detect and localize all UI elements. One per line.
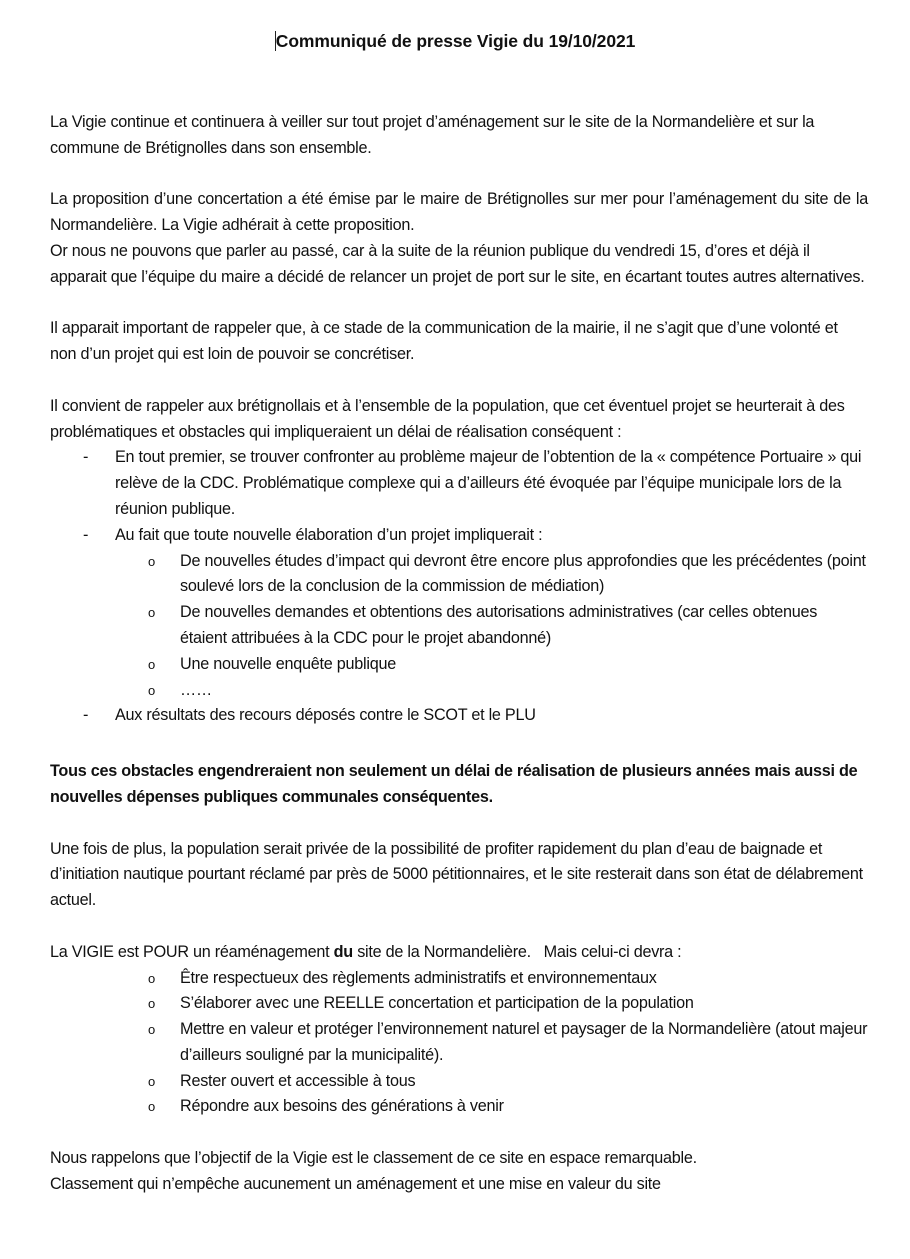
list-item: o De nouvelles études d’impact qui devront être encore plus approfondies que les précédentes (point soulevé lors de la conclusion de la commission de médiation): [115, 549, 868, 601]
list-item: o ……: [115, 678, 868, 704]
dash-bullet-icon: -: [83, 525, 89, 544]
list-item: o Être respectueux des règlements administratifs et environnementaux: [50, 966, 868, 992]
list-item: o Une nouvelle enquête publique: [115, 652, 868, 678]
circle-bullet-icon: o: [148, 996, 155, 1012]
list-item: - En tout premier, se trouver confronter au problème majeur de l’obtention de la « compétence Portuaire » qui relève de la CDC. Problématique complexe qui a d’ailleurs été évoquée par l’équipe municipale lors de la réunion publique.: [50, 445, 868, 522]
paragraph-population: Une fois de plus, la population serait privée de la possibilité de profiter rapidement du plan d’eau de baignade et d’initiation nautique pourtant réclamé par près de 5000 pétitionnaires, et le site resterait dans son état de délabrement actuel.: [50, 839, 863, 910]
paragraph-intro: La Vigie continue et continuera à veiller sur tout projet d’aménagement sur le site de la Normandelière et sur la commune de Brétignolles dans son ensemble.: [50, 113, 815, 157]
paragraph-vigie-position: La VIGIE est POUR un réaménagement du site de la Normandelière. Mais celui-ci devra :: [50, 942, 682, 961]
paragraph-bold-conclusion: Tous ces obstacles engendreraient non seulement un délai de réalisation de plusieurs années mais aussi de nouvelles dépenses publiques communales conséquentes.: [50, 762, 858, 806]
project-implications-list: [115, 549, 868, 704]
document-title: Communiqué de presse Vigie du 19/10/2021: [275, 31, 636, 51]
paragraph-past-tense: Or nous ne pouvons que parler au passé, car à la suite de la réunion publique du vendredi 15, d’ores et déjà il apparait que l’équipe du maire a décidé de relancer un projet de port sur le site, en écartant toutes autres alternatives.: [50, 241, 865, 286]
obstacles-list: [50, 445, 868, 729]
circle-bullet-icon: o: [148, 553, 155, 569]
circle-bullet-icon: o: [148, 682, 155, 698]
paragraph-objective-line2: Classement qui n’empêche aucunement un aménagement et une mise en valeur du site: [50, 1174, 661, 1193]
list-item: o S’élaborer avec une REELLE concertation et participation de la population: [50, 991, 868, 1017]
paragraph-objective-line1: Nous rappelons que l’objectif de la Vigie est le classement de ce site en espace remarquable.: [50, 1149, 697, 1168]
dash-bullet-icon: -: [83, 448, 89, 467]
circle-bullet-icon: o: [148, 656, 155, 672]
circle-bullet-icon: o: [148, 1073, 155, 1089]
circle-bullet-icon: o: [148, 1022, 155, 1038]
paragraph-reminder: Il apparait important de rappeler que, à ce stade de la communication de la mairie, il ne s’agit que d’une volonté et non d’un projet qui est loin de pouvoir se concrétiser.: [50, 319, 838, 364]
requirements-list: [50, 966, 868, 1121]
document-body: [50, 110, 868, 1198]
circle-bullet-icon: o: [148, 605, 155, 621]
list-item: o Mettre en valeur et protéger l’environnement naturel et paysager de la Normandelière (atout majeur d’ailleurs souligné par la municipalité).: [50, 1017, 868, 1069]
list-item: o Rester ouvert et accessible à tous: [50, 1069, 868, 1095]
paragraph-concertation: La proposition d’une concertation a été émise par le maire de Brétignolles sur mer pour l’aménagement du site de la Normandelière. La Vigie adhérait à cette proposition.: [50, 190, 868, 235]
list-item: - Aux résultats des recours déposés contre le SCOT et le PLU: [50, 703, 868, 729]
list-item: o De nouvelles demandes et obtentions des autorisations administratives (car celles obtenues étaient attribuées à la CDC pour le projet abandonné): [115, 600, 868, 652]
list-item: o Répondre aux besoins des générations à venir: [50, 1094, 868, 1120]
paragraph-obstacles-intro: Il convient de rappeler aux brétignollais et à l’ensemble de la population, que cet éventuel projet se heurterait à des problématiques et obstacles qui impliqueraient un délai de réalisation conséquent :: [50, 396, 845, 441]
dash-bullet-icon: -: [83, 706, 89, 725]
circle-bullet-icon: o: [148, 1099, 155, 1115]
circle-bullet-icon: o: [148, 970, 155, 986]
list-item: - Au fait que toute nouvelle élaboration d’un projet impliquerait : o De nouvelles études d’impact qui devront être encore plus approfondies que les précédentes (point soulevé lors de la conclusion de la commission de médiation) o De nouvelles demandes et obtentions des autorisations administratives (car celles obtenues étaient attribuées à la CDC pour le projet abandonné) o Une nouvelle enquête publique o ……: [50, 523, 868, 704]
